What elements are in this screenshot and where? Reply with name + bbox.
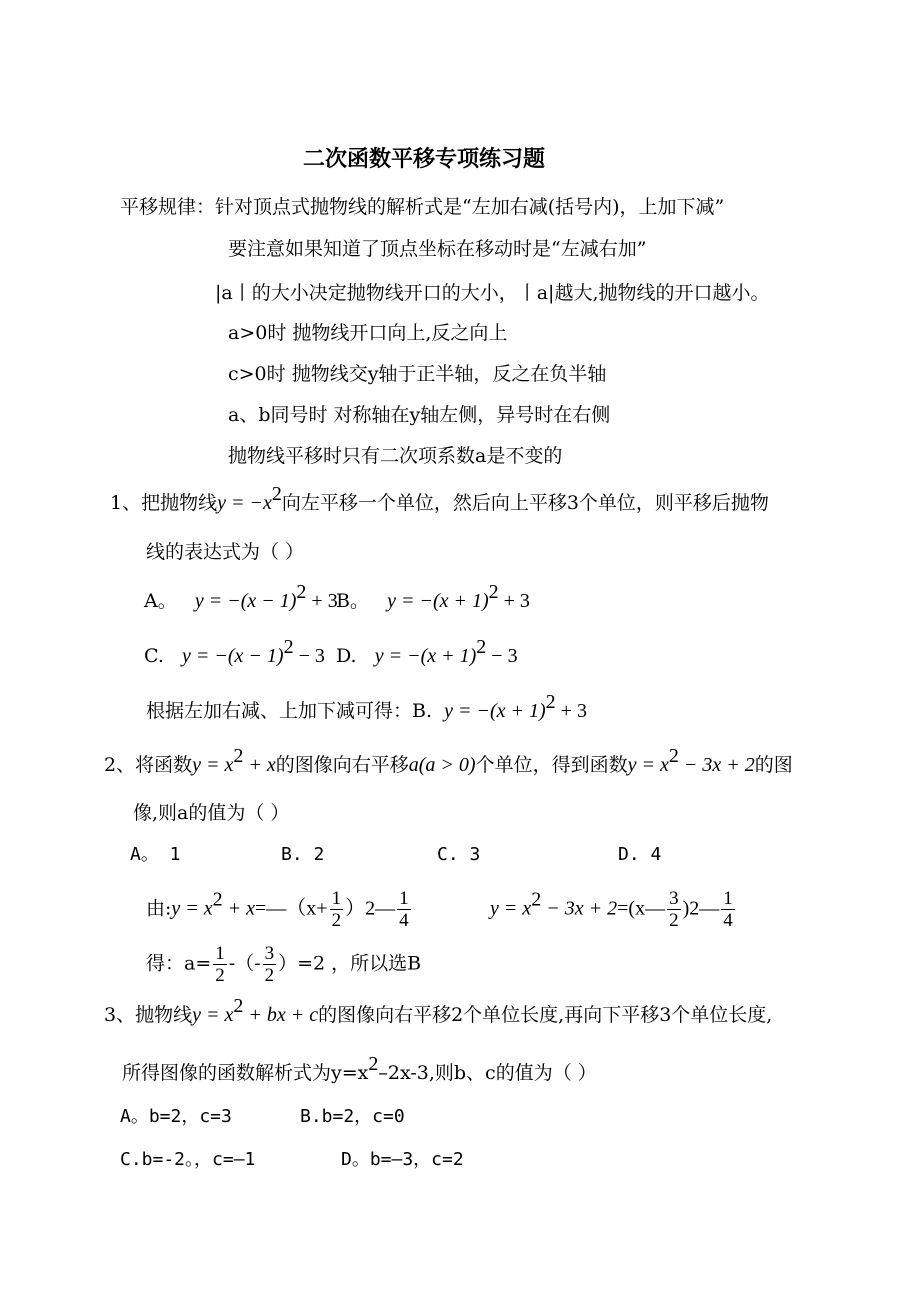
q1-option-a: A。 $y = -(x - 1)^2 + 3$ xyxy=(144,581,338,612)
question-2-line-1: 2、将函数$y = x^2 + x$的图像向右平移a(a > 0)个单位，得到函数$y = x^2 - 3x + 2$的图 xyxy=(104,745,793,776)
fraction-three-halves: $\frac{3}{2}$ xyxy=(669,888,679,931)
q1-option-b: B。 $y = -(x + 1)^2 + 3$ xyxy=(336,581,530,612)
rule-4: a>0时 抛物线开口向上,反之向上 xyxy=(228,322,508,344)
q1-option-d: D. $y = -(x + 1)^2 - 3$ xyxy=(336,636,518,667)
q2-solution-left: 由:y = $x^2$ + x=—（x+ $\frac{1}{2}$ ）2— $\frac{1}{4}$ xyxy=(146,888,409,931)
q1-equation: y = −x xyxy=(217,492,272,514)
q3-option-c: C.b=-2。，c=—1 xyxy=(120,1149,256,1170)
fraction-three-halves: $\frac{3}{2}$ xyxy=(264,943,275,986)
fraction-one-quarter: $\frac{1}{4}$ xyxy=(399,888,409,931)
rule-1: 平移规律：针对顶点式抛物线的解析式是“左加右减(括号内)，上加下减” xyxy=(120,196,725,218)
q2-option-b: B. 2 xyxy=(281,844,325,865)
page-title: 二次函数平移专项练习题 xyxy=(303,146,546,172)
rule-5: c>0时 抛物线交y轴于正半轴，反之在负半轴 xyxy=(228,363,607,385)
question-1-line-2: 线的表达式为（ ） xyxy=(146,541,305,563)
q1-answer: 根据左加右减、上加下减可得：B. $y = -(x + 1)^2 + 3$ xyxy=(146,691,587,722)
q2-result: 得：a= $\frac{1}{2}$ -（- $\frac{3}{2}$ ）=2 ，所以选B xyxy=(146,943,422,986)
q3-option-a: A。b=2，c=3 xyxy=(120,1106,232,1127)
q3-option-d: D。b=—3，c=2 xyxy=(341,1149,464,1170)
fraction-one-quarter: $\frac{1}{4}$ xyxy=(723,888,733,931)
fraction-one-half: $\frac{1}{2}$ xyxy=(331,888,342,931)
q1-option-c: C. $y = -(x - 1)^2 - 3$ xyxy=(144,636,325,667)
question-3-line-1: 3、抛物线$y = x^2$ + bx + c的图像向右平移2个单位长度,再向下平移3个单位长度, xyxy=(104,995,773,1026)
rule-3: |a丨的大小决定抛物线开口的大小，丨a|越大,抛物线的开口越小。 xyxy=(215,282,770,304)
q2-option-a: A。 1 xyxy=(130,844,181,865)
q3-option-b: B.b=2，c=0 xyxy=(300,1106,405,1127)
rule-2: 要注意如果知道了顶点坐标在移动时是“左减右加” xyxy=(228,238,647,260)
q2-option-c: C. 3 xyxy=(437,844,481,865)
q2-solution-right: $y = x^2 - 3x$ + 2=(x— $\frac{3}{2}$ )2— $\frac{1}{4}$ xyxy=(490,888,733,931)
rule-7: 抛物线平移时只有二次项系数a是不变的 xyxy=(228,445,563,467)
question-3-line-2: 所得图像的函数解析式为$y=x^2-2x-3$,则b、c的值为（ ） xyxy=(122,1053,597,1084)
q2-option-d: D. 4 xyxy=(618,844,662,865)
rule-6: a、b同号时 对称轴在y轴左侧，异号时在右侧 xyxy=(228,404,611,426)
question-2-line-2: 像,则a的值为（ ） xyxy=(133,802,290,824)
question-1-line-1: 1、把抛物线$y = -x^2$向左平移一个单位，然后向上平移3个单位，则平移后抛物 xyxy=(110,483,769,514)
fraction-one-half: $\frac{1}{2}$ xyxy=(215,943,225,986)
